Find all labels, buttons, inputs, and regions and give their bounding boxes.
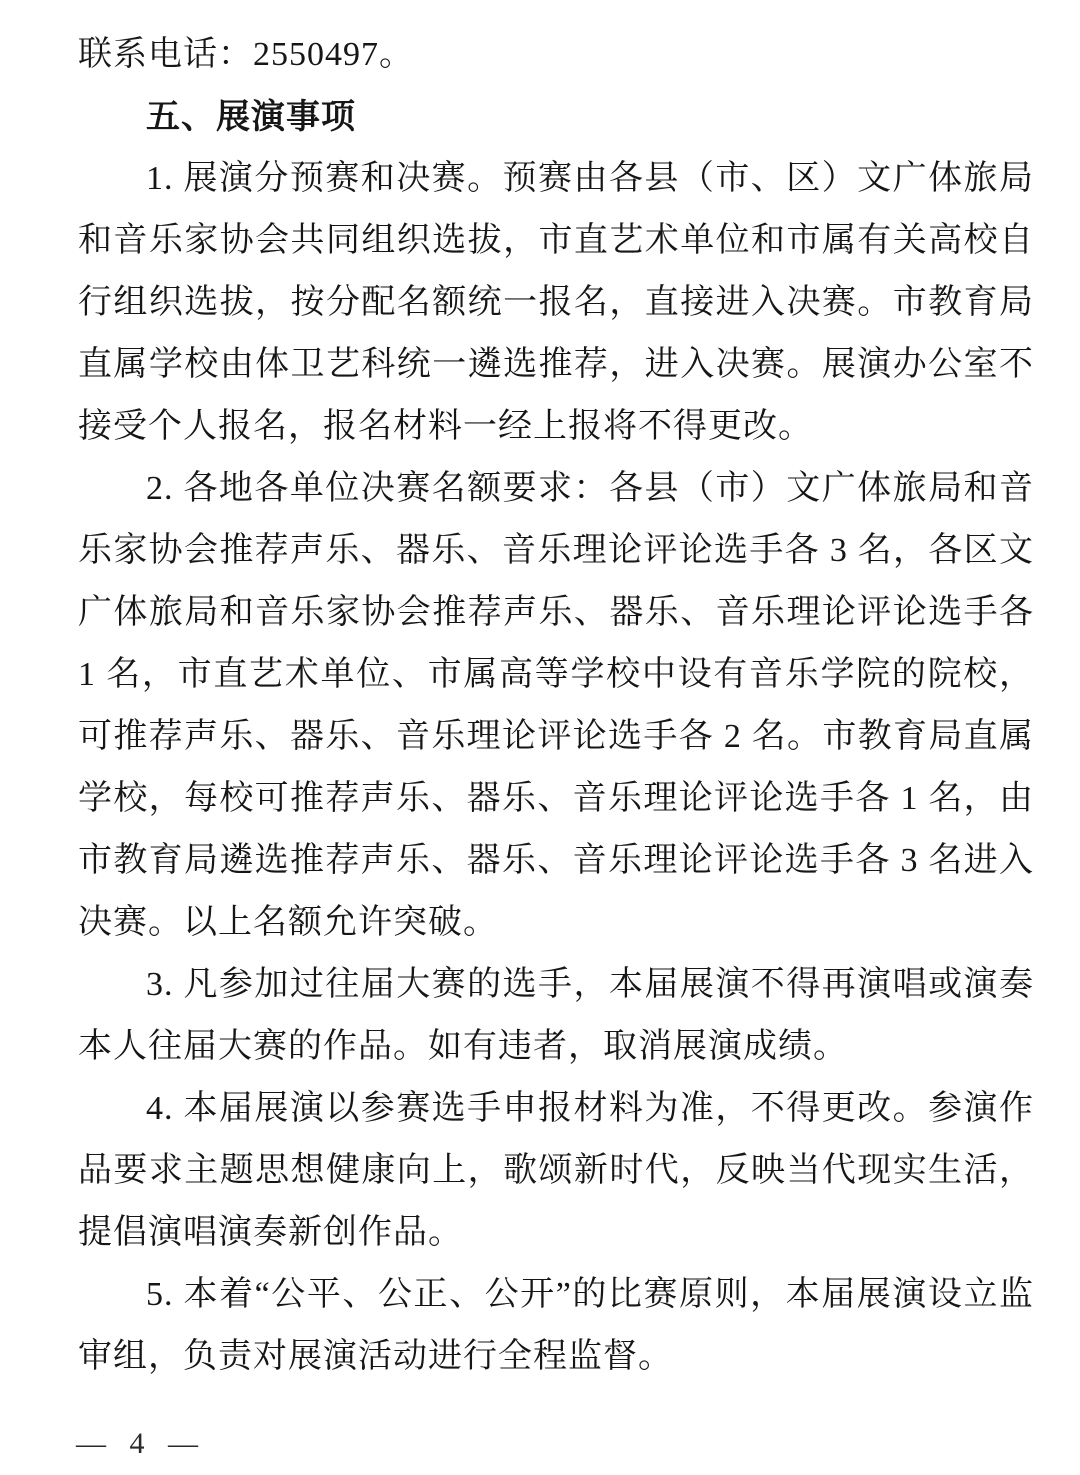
paragraph-1: 1. 展演分预赛和决赛。预赛由各县（市、区）文广体旅局和音乐家协会共同组织选拔，市直艺术单位和市属有关高校自行组织选拔，按分配名额统一报名，直接进入决赛。市教育局直属学校由体卫艺科统一遴选推荐，进入决赛。展演办公室不接受个人报名，报名材料一经上报将不得更改。 <box>78 160 1034 445</box>
paragraph-5: 5. 本着“公平、公正、公开”的比赛原则，本届展演设立监审组，负责对展演活动进行全程监督。 <box>78 1276 1034 1375</box>
paragraph-3: 3. 凡参加过往届大赛的选手，本届展演不得再演唱或演奏本人往届大赛的作品。如有违者，取消展演成绩。 <box>78 966 1034 1065</box>
paragraph-2: 2. 各地各单位决赛名额要求：各县（市）文广体旅局和音乐家协会推荐声乐、器乐、音乐理论评论选手各 3 名，各区文广体旅局和音乐家协会推荐声乐、器乐、音乐理论评论选手各 1 名，市直艺术单位、市属高等学校中设有音乐学院的院校，可推荐声乐、器乐、音乐理论评论选手各 2 名。市教育局直属学校，每校可推荐声乐、器乐、音乐理论评论选手各 1 名，由市教育局遴选推荐声乐、器乐、音乐理论评论选手各 3 名进入决赛。以上名额允许突破。 <box>78 470 1034 941</box>
section-heading: 五、展演事项 <box>146 98 356 136</box>
page-number: — 4 — <box>76 1427 206 1460</box>
contact-phone-line: 联系电话：2550497。 <box>78 36 414 73</box>
page-footer <box>76 1427 206 1461</box>
paragraph-4: 4. 本届展演以参赛选手申报材料为准，不得更改。参演作品要求主题思想健康向上，歌颂新时代，反映当代现实生活，提倡演唱演奏新创作品。 <box>78 1090 1034 1251</box>
